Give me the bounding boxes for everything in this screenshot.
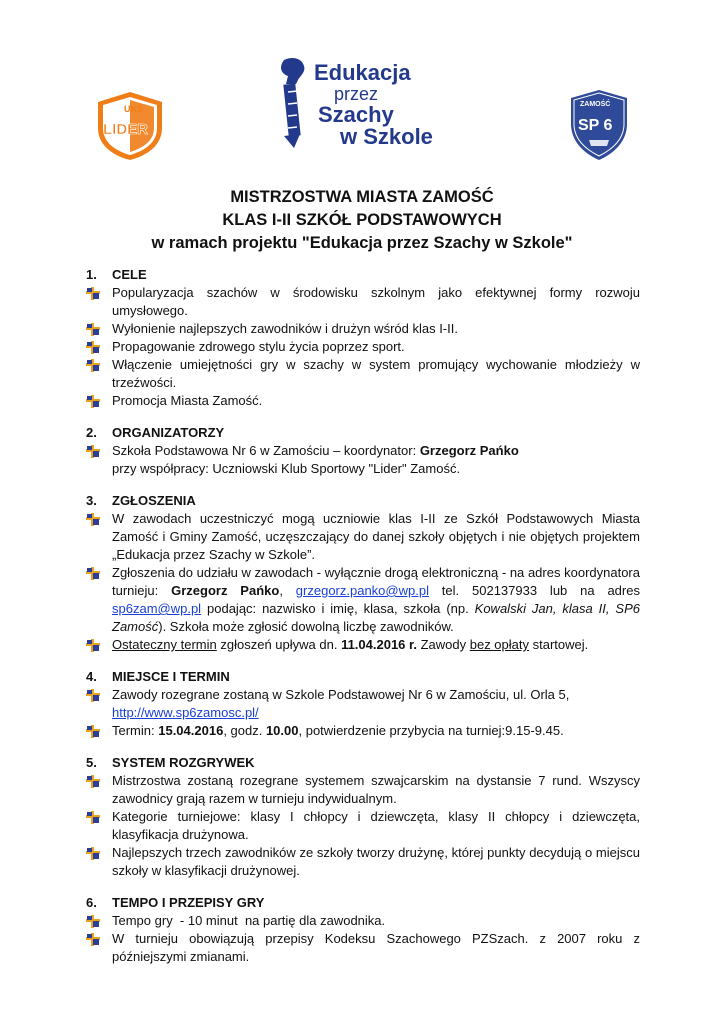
list-item — [86, 808, 640, 844]
list-item — [86, 510, 640, 564]
bullet-icon — [86, 722, 112, 740]
bullet-icon — [86, 510, 112, 564]
document-body — [86, 266, 640, 980]
section-number: 6. — [86, 895, 97, 910]
section-title: ORGANIZATORZY — [112, 425, 225, 440]
bullet-icon — [86, 392, 112, 410]
svg-text:UKS: UKS — [124, 104, 144, 114]
sp6-zamosc-logo — [567, 88, 631, 162]
list-item-text: Popularyzacja szachów w środowisku szkolnym jako efektywnej formy rozwoju umysłowego. — [112, 285, 640, 318]
list-item — [86, 284, 640, 320]
event-date: 15.04.2016 — [158, 723, 224, 738]
list-item-text: Zawody rozegrane zostaną w Szkole Podstawowej Nr 6 w Zamościu, ul. Orla 5, http://www.sp6zamosc.pl/ — [112, 687, 570, 720]
section-heading — [86, 754, 640, 772]
list-item-text: W turnieju obowiązują przepisy Kodeksu Szachowego PZSzach. z 2007 roku z późniejszymi zmianami. — [112, 931, 640, 964]
section-title: CELE — [112, 267, 147, 282]
list-item-text: Promocja Miasta Zamość. — [112, 393, 263, 408]
section-title: ZGŁOSZENIA — [112, 493, 196, 508]
section-number: 1. — [86, 267, 97, 282]
bullet-icon — [86, 844, 112, 880]
section-system-rozgrywek — [86, 754, 640, 880]
list-item-text: Najlepszych trzech zawodników ze szkoły tworzy drużynę, której punkty decydują o miejscu szkoły w klasyfikacji drużynowej. — [112, 845, 640, 878]
section-heading — [86, 266, 640, 284]
uks-lider-logo — [94, 90, 166, 162]
bullet-icon — [86, 930, 112, 966]
list-item — [86, 392, 640, 410]
list-item — [86, 912, 640, 930]
bullet-icon — [86, 284, 112, 320]
title-line-2: KLAS I-II SZKÓŁ PODSTAWOWYCH — [222, 211, 502, 229]
list-item-text: Tempo gry - 10 minut na partię dla zawodnika. — [112, 913, 386, 928]
title-line-3: w ramach projektu "Edukacja przez Szachy w Szkole" — [151, 234, 573, 252]
list-item-text: Wyłonienie najlepszych zawodników i drużyn wśród klas I-II. — [112, 321, 458, 336]
example-entry: Kowalski Jan, klasa II, SP6 Zamość — [112, 601, 640, 634]
list-item-text: Termin: 15.04.2016, godz. 10.00, potwierdzenie przybycia na turniej:9.15-9.45. — [112, 723, 564, 738]
school-website-link[interactable]: http://www.sp6zamosc.pl/ — [112, 705, 259, 720]
section-heading — [86, 894, 640, 912]
section-organizatorzy — [86, 424, 640, 478]
list-item-text: W zawodach uczestniczyć mogą uczniowie klas I-II ze Szkół Podstawowych Miasta Zamość i Gminy Zamość, uczęszczający do danej szkoły objętych i nie objętych projektem „Edukacja przez Szachy w Szkole”. — [112, 511, 640, 562]
event-time: 10.00 — [265, 723, 299, 738]
bullet-icon — [86, 564, 112, 636]
list-item-text: Kategorie turniejowe: klasy I chłopcy i dziewczęta, klasy II chłopcy i dziewczęta, klasyfikacja drużynowa. — [112, 809, 640, 842]
section-title: MIEJSCE I TERMIN — [112, 669, 230, 684]
list-item — [86, 564, 640, 636]
section-heading — [86, 492, 640, 510]
svg-text:ZAMOŚĆ: ZAMOŚĆ — [580, 101, 611, 108]
section-number: 2. — [86, 425, 97, 440]
list-item — [86, 442, 640, 460]
list-item — [86, 636, 640, 654]
title-line-1: MISTRZOSTWA MIASTA ZAMOŚĆ — [230, 188, 494, 206]
svg-text:LIDER: LIDER — [103, 121, 148, 138]
bullet-icon — [86, 772, 112, 808]
email-link-school[interactable]: sp6zam@wp.pl — [112, 601, 202, 616]
edukacja-przez-szachy-logo — [270, 56, 470, 154]
list-item-text: Zgłoszenia do udziału w zawodach - wyłącznie drogą elektroniczną - na adres koordynatora turnieju: Grzegorz Pańko, grzegorz.panko@wp.pl tel. 502137933 lub na adres sp6zam@wp.pl podając: nazwisko i imię, klasa, szkoła (np. Kowalski Jan, klasa II, SP6 Zamość). Szkoła może zgłosić dowolną liczbę zawodników. — [112, 565, 640, 634]
list-item — [86, 772, 640, 808]
section-title: TEMPO I PRZEPISY GRY — [112, 895, 265, 910]
list-item-text: Szkoła Podstawowa Nr 6 w Zamościu – koordynator: Grzegorz Pańko — [112, 443, 519, 458]
bullet-icon — [86, 912, 112, 930]
list-item-text: Mistrzostwa zostaną rozegrane systemem szwajcarskim na dystansie 7 rund. Wszyscy zawodnicy grają razem w turnieju indywidualnym. — [112, 773, 640, 806]
section-heading — [86, 668, 640, 686]
svg-text:SP 6: SP 6 — [578, 117, 613, 134]
list-item-text: Propagowanie zdrowego stylu życia poprzez sport. — [112, 339, 405, 354]
list-item — [86, 356, 640, 392]
svg-text:Szachy: Szachy — [318, 102, 394, 127]
section-heading — [86, 424, 640, 442]
bullet-icon — [86, 320, 112, 338]
list-item-text: Włączenie umiejętności gry w szachy w system promujący wychowanie młodzieży w trzeźwości. — [112, 357, 640, 390]
coordinator-name: Grzegorz Pańko — [419, 443, 519, 458]
deadline-date: 11.04.2016 r. — [341, 637, 417, 652]
svg-text:Edukacja: Edukacja — [314, 60, 411, 85]
svg-text:w Szkole: w Szkole — [340, 124, 433, 149]
bullet-icon — [86, 338, 112, 356]
bullet-icon — [86, 686, 112, 722]
email-link-coordinator[interactable]: grzegorz.panko@wp.pl — [295, 583, 429, 598]
section-title: SYSTEM ROZGRYWEK — [112, 755, 255, 770]
bullet-icon — [86, 808, 112, 844]
list-item — [86, 930, 640, 966]
section-zgloszenia — [86, 492, 640, 654]
list-item — [86, 722, 640, 740]
list-item-text: Ostateczny termin zgłoszeń upływa dn. 11.04.2016 r. Zawody bez opłaty startowej. — [112, 637, 589, 652]
list-item — [86, 686, 640, 722]
section-number: 3. — [86, 493, 97, 508]
list-item — [86, 844, 640, 880]
list-item — [86, 320, 640, 338]
document-title — [0, 186, 724, 255]
bullet-icon — [86, 442, 112, 460]
bullet-icon — [86, 636, 112, 654]
bullet-icon — [86, 356, 112, 392]
coordinator-name: Grzegorz Pańko — [171, 583, 280, 598]
section-tempo-i-przepisy — [86, 894, 640, 966]
section-number: 4. — [86, 669, 97, 684]
section-miejsce-i-termin — [86, 668, 640, 740]
list-item — [86, 338, 640, 356]
section-number: 5. — [86, 755, 97, 770]
section-cele — [86, 266, 640, 410]
svg-text:przez: przez — [334, 84, 379, 104]
list-item-continuation: przy współpracy: Uczniowski Klub Sportowy "Lider" Zamość. — [112, 461, 461, 476]
